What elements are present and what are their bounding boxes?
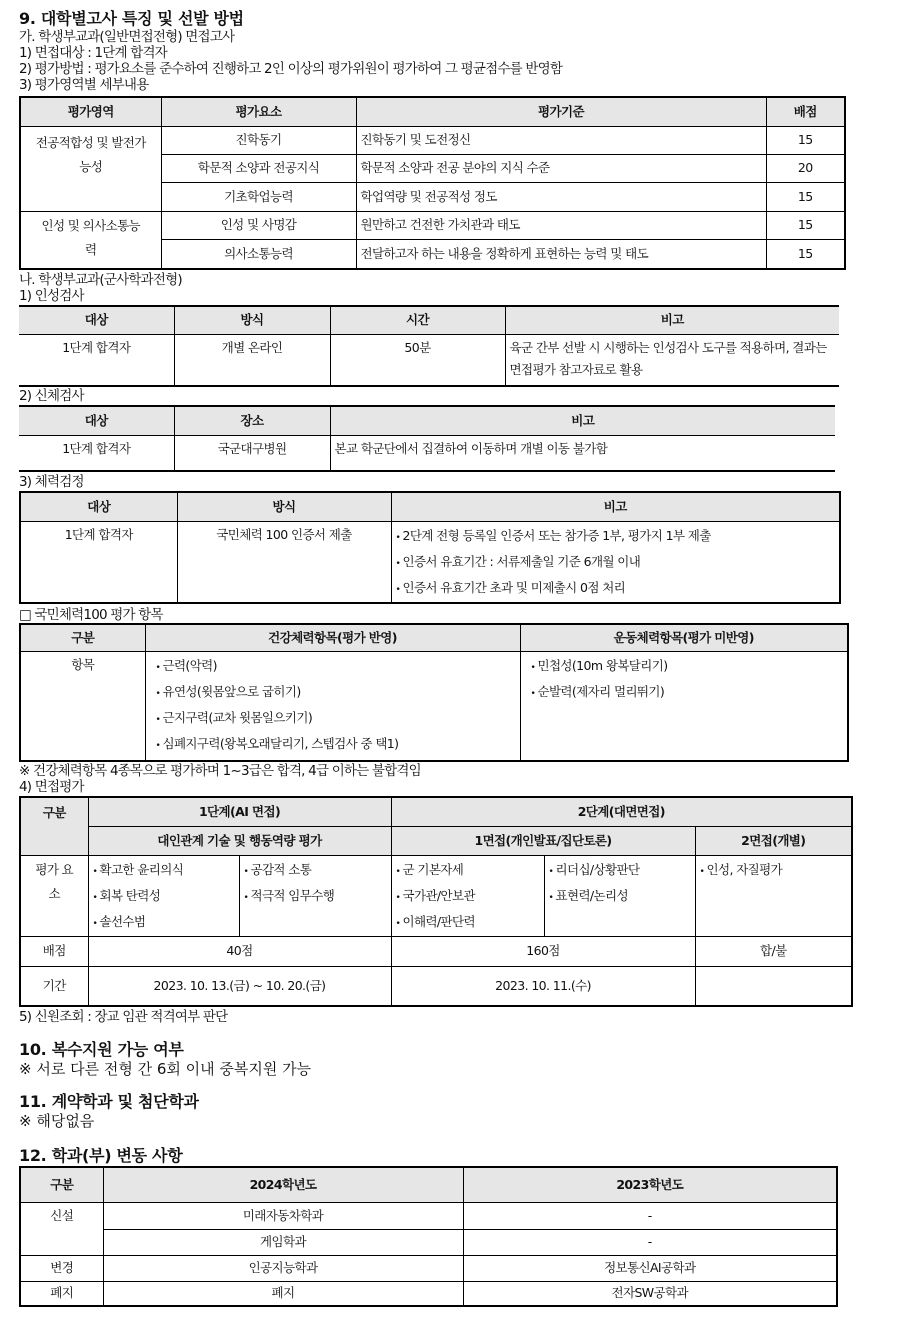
header: 1단계(AI 면접) <box>88 797 391 826</box>
cell: 1단계 합격자 <box>20 521 177 603</box>
cell: 평가 요소 <box>20 855 88 936</box>
cell: 폐지 <box>20 1281 103 1306</box>
list-item: • 유연성(윗몸앞으로 굽히기) <box>156 680 510 706</box>
text-line: 2) 신체검사 <box>19 388 84 404</box>
text-line: 2) 평가방법 : 평가요소를 준수하여 진행하고 2인 이상의 평가위원이 평가하여 그 평균점수를 반영함 <box>19 61 563 77</box>
subsection-ga: 가. 학생부교과(일반면접전형) 면접고사 <box>19 29 235 45</box>
header: 2단계(대면면접) <box>391 797 852 826</box>
cell: - <box>463 1202 837 1229</box>
text-line: 3) 체력검정 <box>19 474 84 490</box>
list-item: • 인증서 유효기간 : 서류제출일 기준 6개월 이내 <box>396 550 836 576</box>
section-11-title: 11. 계약학과 및 첨단학과 <box>19 1092 199 1111</box>
text-line: 3) 평가영역별 세부내용 <box>19 77 149 93</box>
criteria-cell: 학문적 소양과 전공 분야의 지식 수준 <box>356 154 766 182</box>
element-cell: 의사소통능력 <box>161 239 356 269</box>
list-item: • 리더십/상황판단 <box>549 858 691 884</box>
cell: 미래자동차학과 <box>103 1202 463 1229</box>
cell: 정보통신AI공학과 <box>463 1255 837 1281</box>
list-item: • 국가관/안보관 <box>396 884 540 910</box>
cell: 개별 온라인 <box>174 334 330 386</box>
header: 구분 <box>20 1167 103 1202</box>
cell: 게임학과 <box>103 1229 463 1255</box>
cell: 160점 <box>391 936 695 966</box>
header: 운동체력항목(평가 미반영) <box>520 624 848 652</box>
list-item: • 인성, 자질평가 <box>700 858 848 884</box>
header: 2024학년도 <box>103 1167 463 1202</box>
cell: 배점 <box>20 936 88 966</box>
list-item: • 근력(악력) <box>156 654 510 680</box>
list-item: • 표현력/논리성 <box>549 884 691 910</box>
note: ※ 건강체력항목 4종목으로 평가하며 1~3급은 합격, 4급 이하는 불합격임 <box>19 763 421 779</box>
cell: 국민체력 100 인증서 제출 <box>177 521 391 603</box>
points-cell: 15 <box>766 126 845 154</box>
fitness-items-table <box>19 623 849 763</box>
criteria-cell: 학업역량 및 전공적성 정도 <box>356 182 766 211</box>
list-item: • 확고한 윤리의식 <box>93 858 235 884</box>
header: 2023학년도 <box>463 1167 837 1202</box>
header: 구분 <box>20 797 88 855</box>
list-item: • 민첩성(10m 왕복달리기) <box>531 654 838 680</box>
note: ※ 서로 다른 전형 간 6회 이내 중복지원 가능 <box>19 1060 312 1078</box>
cell: 국군대구병원 <box>174 435 330 471</box>
header: 2면접(개별) <box>695 826 852 855</box>
list-item: • 군 기본자세 <box>396 858 540 884</box>
section-9-title: 9. 대학별고사 특징 및 선발 방법 <box>19 9 244 28</box>
section-12-title: 12. 학과(부) 변동 사항 <box>19 1146 183 1165</box>
list-item: • 근지구력(교차 윗몸일으키기) <box>156 706 510 732</box>
evaluation-area-table <box>19 96 846 270</box>
cell: 40점 <box>88 936 391 966</box>
cell: 육군 간부 선발 시 시행하는 인성검사 도구를 적용하며, 결과는 면접평가 참고자료로 활용 <box>505 334 839 386</box>
cell: 1단계 합격자 <box>19 435 174 471</box>
list-item: • 회복 탄력성 <box>93 884 235 910</box>
note: ※ 해당없음 <box>19 1112 95 1130</box>
text-line: 5) 신원조회 : 장교 임관 적격여부 판단 <box>19 1009 228 1025</box>
area-cell: 인성 및 의사소통능력 <box>20 211 161 269</box>
area-cell: 전공적합성 및 발전가능성 <box>20 126 161 211</box>
header: 방식 <box>174 306 330 334</box>
header: 대인관계 기술 및 행동역량 평가 <box>88 826 391 855</box>
cell: 폐지 <box>103 1281 463 1306</box>
header: 비고 <box>391 492 840 521</box>
header: 대상 <box>19 406 174 435</box>
list-item: • 이해력/판단력 <box>396 910 540 936</box>
fitness-test-table <box>19 491 841 604</box>
cell <box>695 966 852 1006</box>
header: 평가영역 <box>20 97 161 126</box>
cell: 합/불 <box>695 936 852 966</box>
cell: 본교 학군단에서 집결하여 이동하며 개별 이동 불가함 <box>330 435 835 471</box>
header: 비고 <box>505 306 839 334</box>
header: 평가요소 <box>161 97 356 126</box>
points-cell: 15 <box>766 239 845 269</box>
element-cell: 기초학업능력 <box>161 182 356 211</box>
section-10-title: 10. 복수지원 가능 여부 <box>19 1040 184 1059</box>
text-line: 1) 면접대상 : 1단계 합격자 <box>19 45 167 61</box>
cell: - <box>463 1229 837 1255</box>
interview-table <box>19 796 853 1007</box>
header: 장소 <box>174 406 330 435</box>
header: 건강체력항목(평가 반영) <box>145 624 520 652</box>
cell: 2023. 10. 11.(수) <box>391 966 695 1006</box>
header: 구분 <box>20 624 145 652</box>
list-item: • 심폐지구력(왕복오래달리기, 스텝검사 중 택1) <box>156 732 510 758</box>
list-item: • 솔선수범 <box>93 910 235 936</box>
cell: 기간 <box>20 966 88 1006</box>
subsection-na: 나. 학생부교과(군사학과전형) <box>19 272 182 288</box>
element-cell: 학문적 소양과 전공지식 <box>161 154 356 182</box>
header: 시간 <box>330 306 505 334</box>
criteria-cell: 진학동기 및 도전정신 <box>356 126 766 154</box>
cell: 50분 <box>330 334 505 386</box>
cell: 1단계 합격자 <box>19 334 174 386</box>
list-item: • 적극적 임무수행 <box>244 884 387 910</box>
physical-exam-table <box>19 405 835 472</box>
element-cell: 인성 및 사명감 <box>161 211 356 239</box>
cell: 변경 <box>20 1255 103 1281</box>
header: 방식 <box>177 492 391 521</box>
header: 배점 <box>766 97 845 126</box>
criteria-cell: 전달하고자 하는 내용을 정확하게 표현하는 능력 및 태도 <box>356 239 766 269</box>
header: 대상 <box>20 492 177 521</box>
list-item: • 순발력(제자리 멀리뛰기) <box>531 680 838 706</box>
list-item: • 공감적 소통 <box>244 858 387 884</box>
personality-test-table <box>19 305 839 387</box>
cell: 항목 <box>20 652 145 762</box>
header: 비고 <box>330 406 835 435</box>
header: 대상 <box>19 306 174 334</box>
cell: 신설 <box>20 1202 103 1255</box>
cell: 전자SW공학과 <box>463 1281 837 1306</box>
criteria-cell: 원만하고 건전한 가치관과 태도 <box>356 211 766 239</box>
department-changes-table <box>19 1166 838 1307</box>
header: 평가기준 <box>356 97 766 126</box>
text-line: 4) 면접평가 <box>19 779 84 795</box>
points-cell: 20 <box>766 154 845 182</box>
text-line: 1) 인성검사 <box>19 288 84 304</box>
points-cell: 15 <box>766 211 845 239</box>
text-line: □ 국민체력100 평가 항목 <box>19 606 163 623</box>
cell: 2023. 10. 13.(금) ~ 10. 20.(금) <box>88 966 391 1006</box>
points-cell: 15 <box>766 182 845 211</box>
cell: 인공지능학과 <box>103 1255 463 1281</box>
list-item: • 2단계 전형 등록일 인증서 또는 참가증 1부, 평가지 1부 제출 <box>396 524 836 550</box>
header: 1면접(개인발표/집단토론) <box>391 826 695 855</box>
list-item: • 인증서 유효기간 초과 및 미제출시 0점 처리 <box>396 576 836 602</box>
element-cell: 진학동기 <box>161 126 356 154</box>
